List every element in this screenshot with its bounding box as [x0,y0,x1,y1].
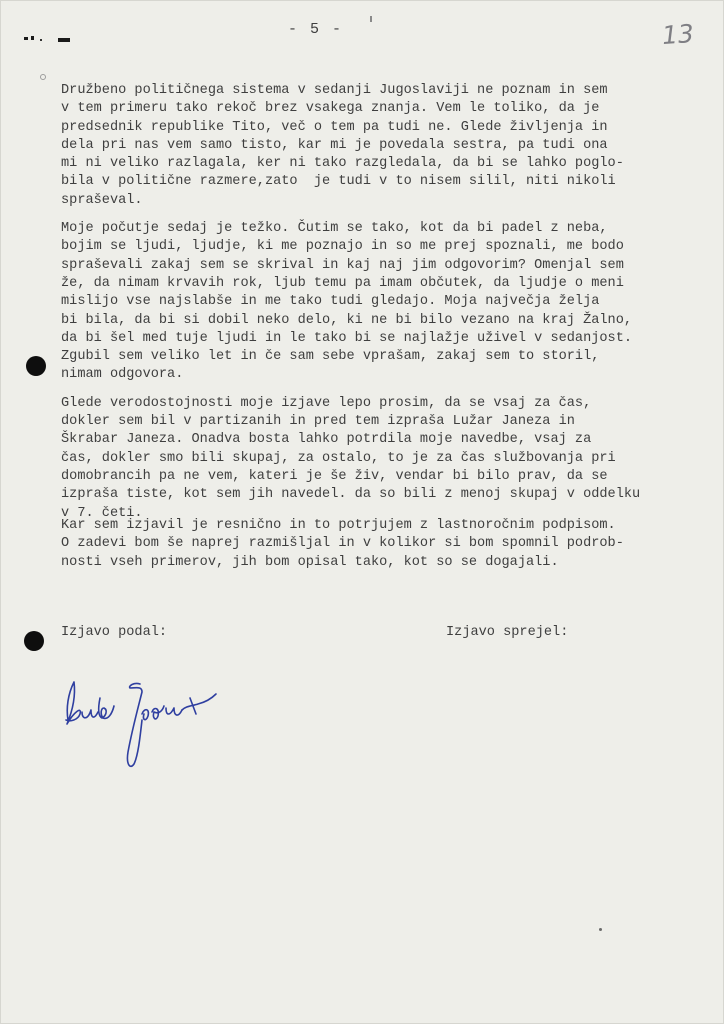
text-line: Moje počutje sedaj je težko. Čutim se tako, kot da bi padel z neba, [61,221,608,237]
folio-number: 13 [661,18,695,51]
text-line: dela pri nas vem samo tisto, kar mi je povedala sestra, pa tudi ona [61,137,608,153]
text-line: Zgubil sem veliko let in če sam sebe vprašam, zakaj sem to storil, [61,349,600,365]
text-line: spraševal. [61,192,143,208]
text-line: v 7. četi. [61,505,143,521]
text-line: nimam odgovora. [61,367,184,383]
margin-mark [40,74,46,80]
text-line: spraševali zakaj sem se skrival in kaj naj jim odgovorim? Omenjal sem [61,257,624,273]
text-line: že, da nimam krvavih rok, ljub temu pa imam občutek, da ljudje o meni [61,275,624,291]
text-line: v tem primeru tako rekoč brez vsakega znanja. Vem le toliko, da je [61,101,600,117]
text-line: dokler sem bil v partizanih in pred tem izpraša Lužar Janeza in [61,414,575,430]
text-line: domobrancih pa ne vem, kateri je še živ, vendar bi bilo prav, da se [61,468,608,484]
statement-body [61,82,701,533]
text-line: bila v politične razmere,zato je tudi v to nisem silil, niti nikoli [61,174,616,190]
statement-received-by-label: Izjavo sprejel: [446,625,569,640]
text-line: Kar sem izjavil je resnično in to potrjujem z lastnoročnim podpisom. [61,518,616,533]
text-line: da bi šel med tuje ljudi in le tako bi se najlažje uživel v sedanjost. [61,330,633,346]
paragraph-feelings [61,220,701,385]
text-line: Škrabar Janeza. Onadva bosta lahko potrdila moje navedbe, vsaj za [61,432,592,448]
paper-speck [599,928,602,931]
paragraph-verification [61,395,701,523]
closing-paragraph [61,517,701,572]
text-line: Družbeno političnega sistema v sedanji Jugoslaviji ne poznam in sem [61,83,608,98]
text-line: mi ni veliko razlagala, ker ni tako razgledala, da bi se lahko poglo- [61,156,624,172]
handwritten-signature [58,668,228,778]
paragraph-political-system [61,82,701,210]
top-margin-marks [24,34,72,44]
text-line: izpraša tiste, kot sem jih navedel. da so bili z menoj skupaj v oddelku [61,487,641,503]
text-line: bi bila, da bi si dobil neko delo, ki ne bi bilo vezano na kraj Žalno, [61,312,633,328]
punch-hole [24,631,44,651]
punch-hole [26,356,46,376]
text-line: bojim se ljudi, ljudje, ki me poznajo in so me prej spoznali, me bodo [61,239,624,255]
text-line: mislijo vse najslabše in me tako tudi gledajo. Moja največja želja [61,294,600,310]
text-line: nosti vseh primerov, jih bom opisal tako, kot so se dogajali. [61,554,559,570]
text-line: predsednik republike Tito, več o tem pa tudi ne. Glede življenja in [61,119,608,135]
paper-speck [370,16,372,22]
page-number: - 5 - [288,21,344,38]
text-line: Glede verodostojnosti moje izjave lepo prosim, da se vsaj za čas, [61,395,592,411]
statement-given-by-label: Izjavo podal: [61,625,168,640]
text-line: O zadevi bom še naprej razmišljal in v kolikor si bom spomnil podrob- [61,536,624,552]
text-line: čas, dokler smo bili skupaj, za ostalo, to je za čas službovanja pri [61,450,616,466]
